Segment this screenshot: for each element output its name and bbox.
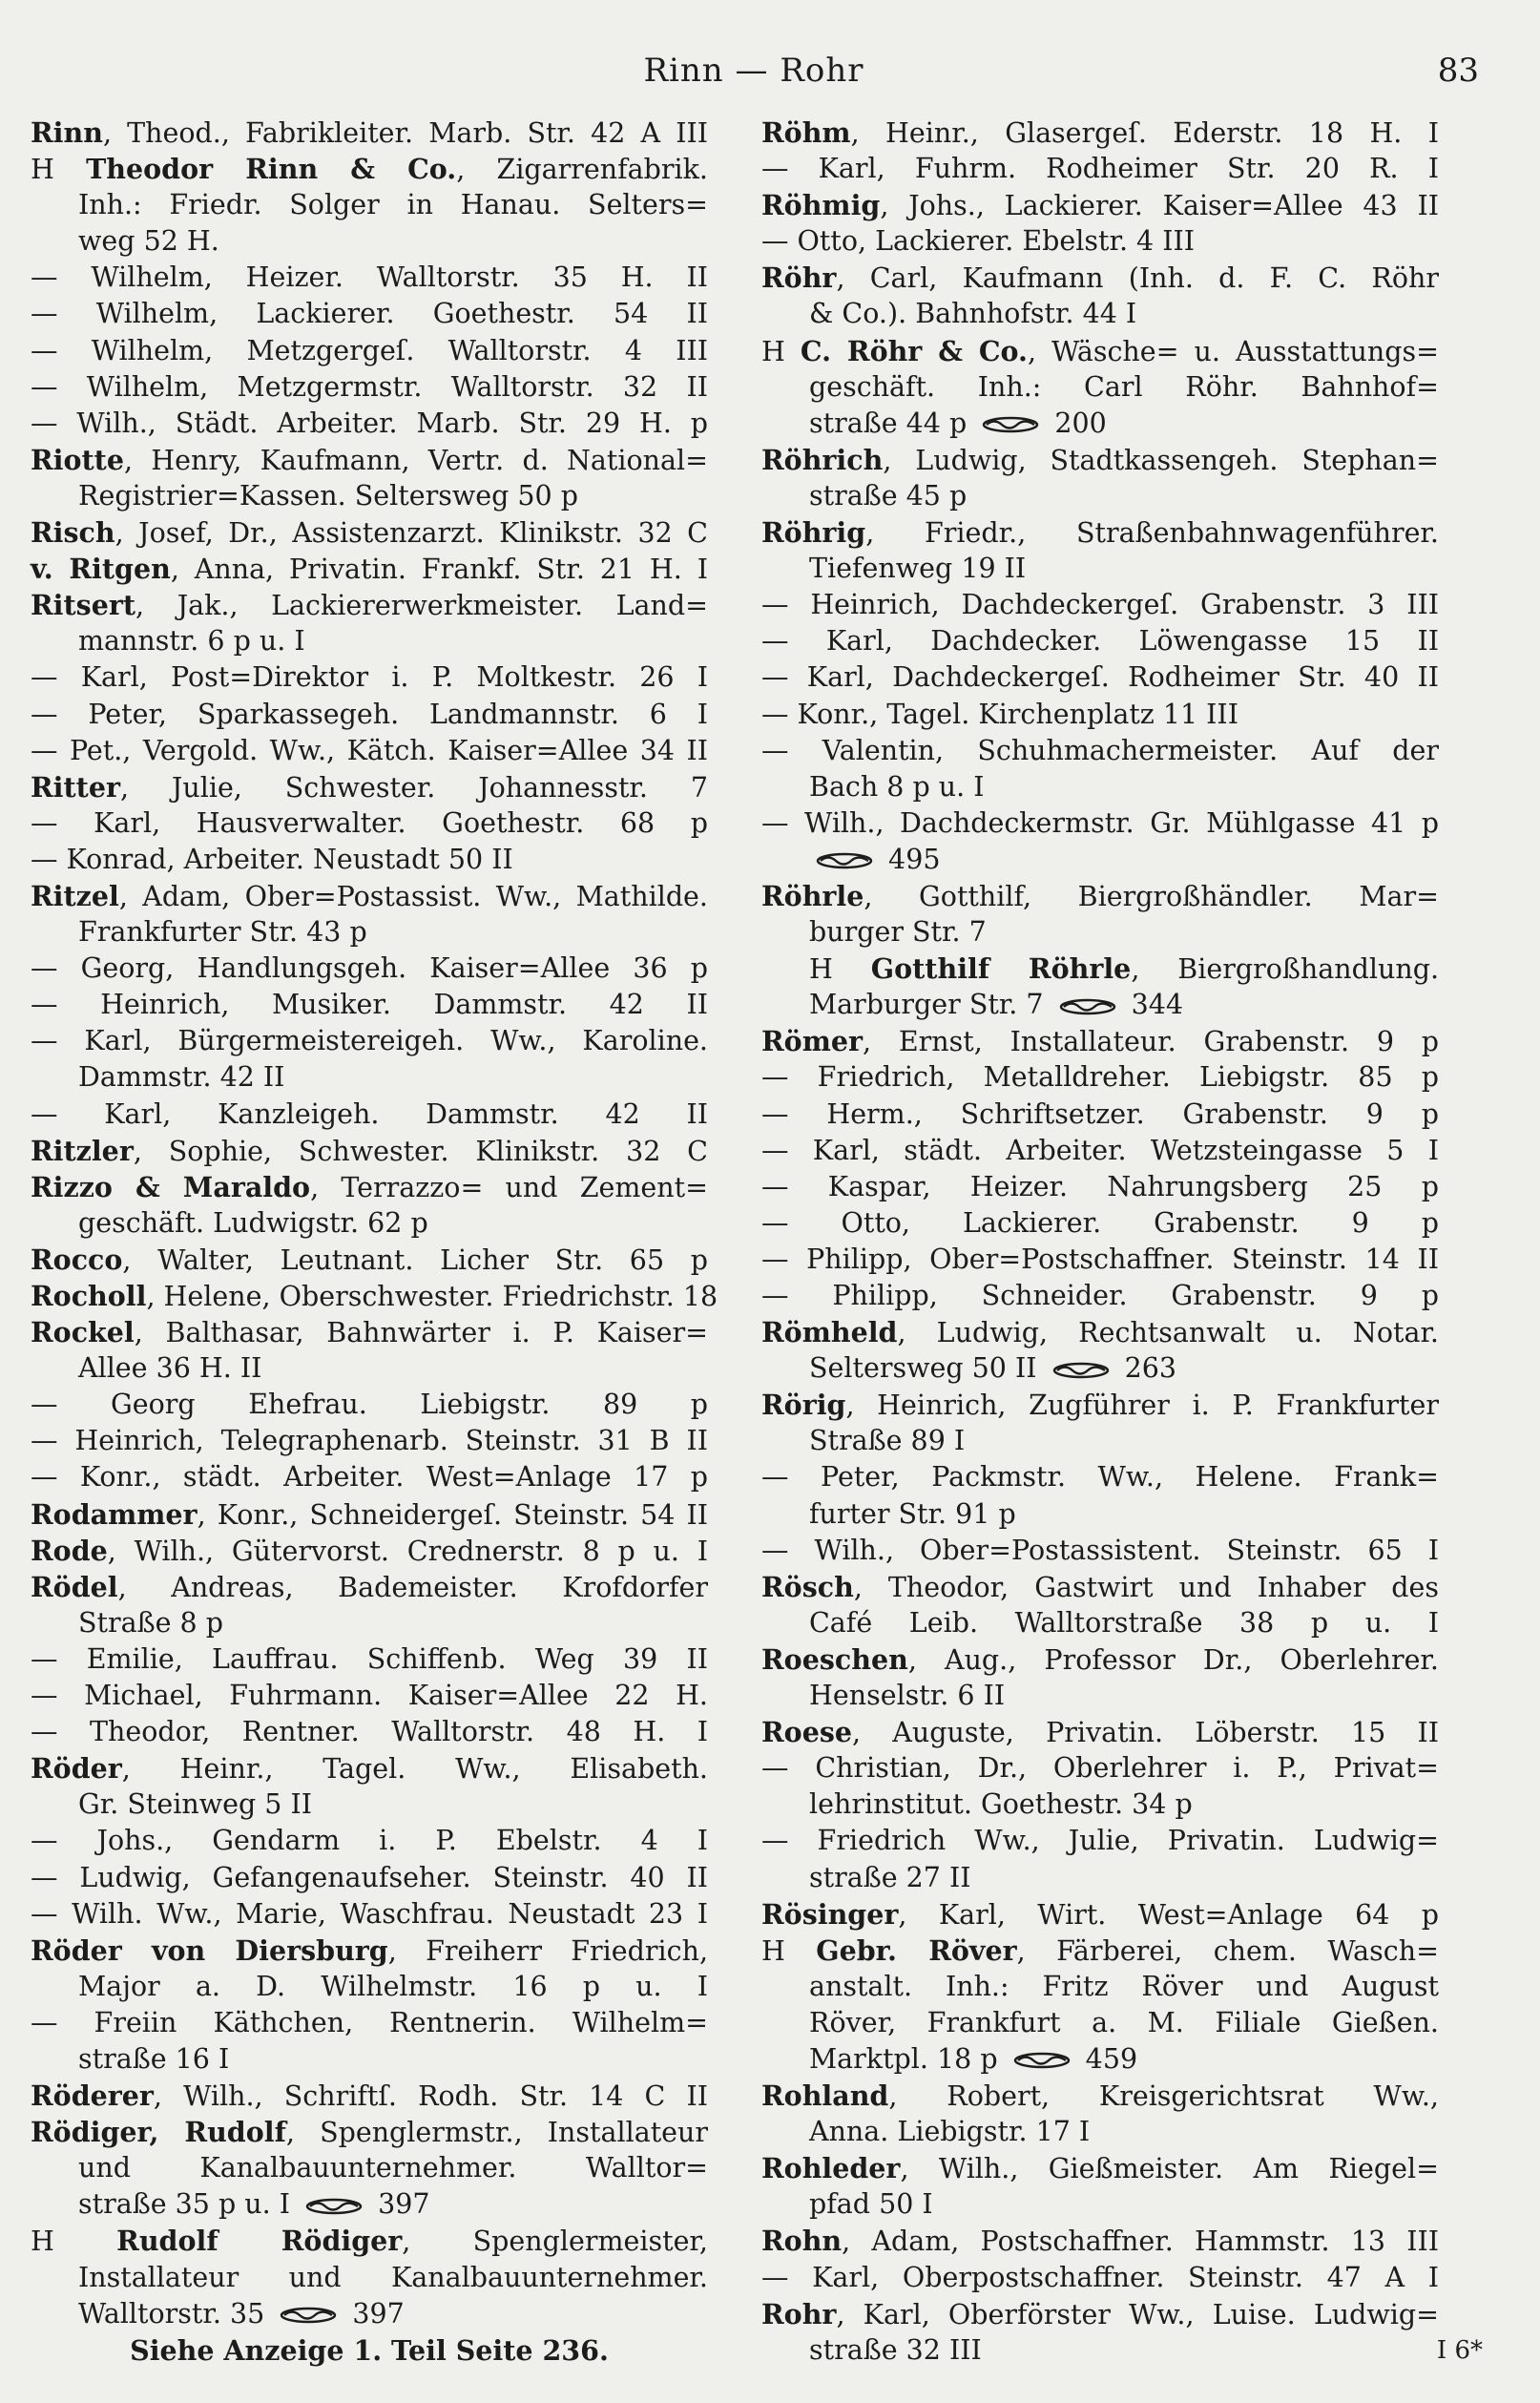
directory-entry-line: — Friedrich, Metalldreher. Liebigstr. 85 p: [761, 1061, 1439, 1094]
directory-entry-line: Straße 8 p: [78, 1606, 223, 1639]
directory-entry-line: — Wilhelm, Heizer. Walltorstr. 35 H. II: [31, 261, 708, 294]
directory-entry-line: H Theodor Rinn & Co., Zigarrenfabrik.: [31, 153, 708, 186]
directory-entry-line: — Karl, Dachdeckergeſ. Rodheimer Str. 40 II: [761, 661, 1439, 694]
directory-entry-line: geschäft. Ludwigstr. 62 p: [78, 1206, 428, 1239]
directory-entry-line: Risch, Josef, Dr., Assistenzarzt. Klinikstr. 32 C: [31, 516, 708, 550]
directory-entry-line: Marburger Str. 7 344: [809, 989, 1184, 1021]
directory-entry-line: — Wilh., Ober=Postassistent. Steinstr. 65 I: [761, 1534, 1439, 1566]
directory-entry-line: — Otto, Lackierer. Grabenstr. 9 p: [761, 1206, 1439, 1239]
directory-entry-line: — Wilh., Städt. Arbeiter. Marb. Str. 29 H. p: [31, 407, 708, 439]
directory-entry-line: Röhrich, Ludwig, Stadtkassengeh. Stephan=: [761, 443, 1439, 476]
directory-entry-line: — Wilh., Dachdeckermstr. Gr. Mühlgasse 41 p: [761, 806, 1439, 839]
directory-entry-line: — Konr., städt. Arbeiter. West=Anlage 17 p: [31, 1461, 708, 1494]
directory-entry-line: — Wilh. Ww., Marie, Waschfrau. Neustadt 23 I: [31, 1897, 708, 1930]
directory-entry-line: Röhmig, Johs., Lackierer. Kaiser=Allee 43 II: [761, 189, 1439, 222]
directory-entry-line: — Karl, Hausverwalter. Goethestr. 68 p: [31, 806, 708, 839]
directory-entry-line: Röhrig, Friedr., Straßenbahnwagenführer.: [761, 516, 1439, 550]
directory-entry-line: — Philipp, Ober=Postschaffner. Steinstr. 14 II: [761, 1243, 1439, 1275]
directory-entry-line: furter Str. 91 p: [809, 1497, 1016, 1530]
telephone-icon: [304, 2197, 364, 2216]
directory-entry-line: — Christian, Dr., Oberlehrer i. P., Privat=: [761, 1752, 1439, 1785]
directory-entry-line: und Kanalbauunternehmer. Walltor=: [78, 2152, 708, 2184]
directory-entry-line: — Emilie, Lauffrau. Schiffenb. Weg 39 II: [31, 1642, 708, 1675]
directory-entry-line: Römheld, Ludwig, Rechtsanwalt u. Notar.: [761, 1316, 1439, 1349]
directory-entry-line: Röhrle, Gotthilf, Biergroßhändler. Mar=: [761, 879, 1439, 912]
directory-entry-line: — Karl, Post=Direktor i. P. Moltkestr. 26 I: [31, 661, 708, 694]
directory-entry-line: Major a. D. Wilhelmstr. 16 p u. I: [78, 1970, 708, 2002]
telephone-icon: [815, 851, 874, 870]
right-column: [761, 115, 1439, 2369]
directory-entry-line: Ritzler, Sophie, Schwester. Klinikstr. 32 C: [31, 1134, 708, 1167]
directory-entry-line: — Georg Ehefrau. Liebigstr. 89 p: [31, 1389, 708, 1421]
directory-entry-line: Rohland, Robert, Kreisgerichtsrat Ww.,: [761, 2079, 1439, 2113]
directory-entry-line: Röhr, Carl, Kaufmann (Inh. d. F. C. Röhr: [761, 261, 1439, 295]
left-column: [31, 115, 718, 2369]
directory-entry-line: straße 44 p 200: [809, 407, 1107, 439]
directory-entry-line: Installateur und Kanalbauunternehmer.: [78, 2261, 708, 2293]
directory-entry-line: — Wilhelm, Metzgermstr. Walltorstr. 32 II: [31, 370, 708, 403]
directory-entry-line: Rösinger, Karl, Wirt. West=Anlage 64 p: [761, 1897, 1439, 1931]
directory-entry-line: Siehe Anzeige 1. Teil Seite 236.: [130, 2333, 609, 2367]
directory-entry-line: — Karl, Fuhrm. Rodheimer Str. 20 R. I: [761, 153, 1439, 185]
directory-entry-line: lehrinstitut. Goethestr. 34 p: [809, 1788, 1193, 1821]
directory-entry-line: Rohr, Karl, Oberförster Ww., Luise. Ludwig=: [761, 2297, 1439, 2330]
directory-entry-line: Marktpl. 18 p 459: [809, 2042, 1138, 2075]
directory-entry-line: Rohleder, Wilh., Gießmeister. Am Riegel=: [761, 2152, 1439, 2185]
directory-entry-line: — Karl, Oberpostschaffner. Steinstr. 47 A I: [761, 2261, 1439, 2293]
telephone-icon: [1012, 2051, 1072, 2070]
directory-entry-line: Rinn, Theod., Fabrikleiter. Marb. Str. 42 A III: [31, 116, 708, 149]
directory-entry-line: — Heinrich, Dachdeckergeſ. Grabenstr. 3 III: [761, 589, 1439, 621]
directory-entry-line: Frankfurter Str. 43 p: [78, 916, 367, 949]
directory-entry-line: Roeschen, Aug., Professor Dr., Oberlehrer.: [761, 1642, 1439, 1676]
directory-entry-line: Rödiger, Rudolf, Spenglermstr., Installateur: [31, 2116, 708, 2149]
directory-entry-line: — Friedrich Ww., Julie, Privatin. Ludwig=: [761, 1825, 1439, 1857]
directory-entry-line: — Karl, Dachdecker. Löwengasse 15 II: [761, 625, 1439, 658]
running-title: Rinn — Rohr: [643, 52, 864, 90]
directory-entry-line: geschäft. Inh.: Carl Röhr. Bahnhof=: [809, 370, 1439, 403]
directory-entry-line: — Ludwig, Gefangenaufseher. Steinstr. 40 II: [31, 1861, 708, 1893]
directory-entry-line: — Valentin, Schuhmachermeister. Auf der: [761, 734, 1439, 766]
directory-entry-line: mannstr. 6 p u. I: [78, 625, 305, 658]
directory-entry-line: Gr. Steinweg 5 II: [78, 1788, 312, 1821]
directory-entry-line: — Michael, Fuhrmann. Kaiser=Allee 22 H.: [31, 1680, 708, 1712]
directory-entry-line: — Heinrich, Telegraphenarb. Steinstr. 31 B II: [31, 1425, 708, 1457]
directory-entry-line: — Herm., Schriftsetzer. Grabenstr. 9 p: [761, 1097, 1439, 1130]
page-number: 83: [1437, 52, 1479, 90]
directory-entry-line: Rodammer, Konr., Schneidergeſ. Steinstr. 54 II: [31, 1497, 708, 1531]
directory-entry-line: Ritsert, Jak., Lackiererwerkmeister. Land=: [31, 589, 708, 622]
directory-entry-line: weg 52 H.: [78, 225, 219, 258]
directory-entry-line: straße 35 p u. I 397: [78, 2188, 430, 2221]
directory-entry-line: — Heinrich, Musiker. Dammstr. 42 II: [31, 989, 708, 1021]
directory-entry-line: Ritter, Julie, Schwester. Johannesstr. 7: [31, 770, 708, 804]
directory-entry-line: Rocholl, Helene, Oberschwester. Friedrichstr. 18: [31, 1280, 718, 1312]
directory-entry-line: Inh.: Friedr. Solger in Hanau. Selters=: [78, 189, 708, 221]
directory-entry-line: Café Leib. Walltorstraße 38 p u. I: [809, 1606, 1439, 1639]
directory-entry-line: Röder, Heinr., Tagel. Ww., Elisabeth.: [31, 1752, 708, 1786]
telephone-icon: [1058, 997, 1117, 1016]
directory-entry-line: — Konr., Tagel. Kirchenplatz 11 III: [761, 698, 1238, 730]
directory-entry-line: anstalt. Inh.: Fritz Röver und August: [809, 1970, 1439, 2002]
directory-entry-line: Ritzel, Adam, Ober=Postassist. Ww., Mathilde.: [31, 879, 708, 912]
directory-entry-line: — Karl, städt. Arbeiter. Wetzsteingasse 5 I: [761, 1134, 1439, 1166]
directory-entry-line: Allee 36 H. II: [78, 1352, 262, 1385]
directory-entry-line: Röver, Frankfurt a. M. Filiale Gießen.: [809, 2006, 1439, 2038]
telephone-icon: [1051, 1361, 1111, 1380]
telephone-icon: [279, 2306, 338, 2325]
directory-entry-line: — Pet., Vergold. Ww., Kätch. Kaiser=Allee 34 II: [31, 734, 708, 766]
directory-entry-line: Röhm, Heinr., Glasergeſ. Ederstr. 18 H. I: [761, 116, 1439, 149]
directory-entry-line: Rizzo & Maraldo, Terrazzo= und Zement=: [31, 1170, 708, 1203]
directory-entry-line: Straße 89 I: [809, 1425, 966, 1457]
directory-entry-line: Rocco, Walter, Leutnant. Licher Str. 65 p: [31, 1243, 708, 1276]
directory-entry-line: Rohn, Adam, Postschaffner. Hammstr. 13 III: [761, 2225, 1439, 2258]
directory-entry-line: Walltorstr. 35 397: [78, 2297, 405, 2330]
directory-entry-line: — Wilhelm, Metzgergeſ. Walltorstr. 4 III: [31, 334, 708, 366]
directory-entry-line: — Freiin Käthchen, Rentnerin. Wilhelm=: [31, 2006, 708, 2038]
directory-entry-line: — Peter, Packmstr. Ww., Helene. Frank=: [761, 1461, 1439, 1494]
directory-entry-line: H C. Röhr & Co., Wäsche= u. Ausstattungs=: [761, 334, 1439, 367]
directory-entry-line: straße 27 II: [809, 1861, 971, 1893]
directory-entry-line: — Peter, Sparkassegeh. Landmannstr. 6 I: [31, 698, 708, 730]
directory-entry-line: Rörig, Heinrich, Zugführer i. P. Frankfurter: [761, 1389, 1439, 1422]
directory-entry-line: straße 32 III: [809, 2333, 982, 2366]
directory-entry-line: Tiefenweg 19 II: [809, 553, 1027, 585]
directory-entry-line: Seltersweg 50 II 263: [809, 1352, 1177, 1385]
directory-entry-line: Römer, Ernst, Installateur. Grabenstr. 9 p: [761, 1025, 1439, 1058]
directory-entry-line: burger Str. 7: [809, 916, 987, 949]
directory-entry-line: straße 45 p: [809, 479, 968, 512]
directory-entry-line: Rockel, Balthasar, Bahnwärter i. P. Kaiser=: [31, 1316, 708, 1349]
directory-entry-line: Registrier=Kassen. Seltersweg 50 p: [78, 479, 578, 512]
signature-mark: I 6*: [1436, 2336, 1483, 2365]
directory-entry-line: H Rudolf Rödiger, Spenglermeister,: [31, 2225, 708, 2258]
directory-entry-line: Henselstr. 6 II: [809, 1680, 1006, 1712]
directory-entry-line: — Wilhelm, Lackierer. Goethestr. 54 II: [31, 298, 708, 330]
directory-entry-line: — Johs., Gendarm i. P. Ebelstr. 4 I: [31, 1825, 708, 1857]
directory-entry-line: — Theodor, Rentner. Walltorstr. 48 H. I: [31, 1716, 708, 1748]
directory-entry-line: Rödel, Andreas, Bademeister. Krofdorfer: [31, 1570, 708, 1603]
directory-entry-line: Röderer, Wilh., Schriftſ. Rodh. Str. 14 C II: [31, 2079, 708, 2113]
directory-entry-line: Röder von Diersburg, Freiherr Friedrich,: [31, 1933, 708, 1967]
directory-entry-line: straße 16 I: [78, 2042, 230, 2075]
directory-entry-line: — Georg, Handlungsgeh. Kaiser=Allee 36 p: [31, 952, 708, 985]
directory-entry-line: Rösch, Theodor, Gastwirt und Inhaber des: [761, 1570, 1439, 1603]
directory-entry-line: Riotte, Henry, Kaufmann, Vertr. d. National=: [31, 443, 708, 476]
directory-entry-line: — Karl, Kanzleigeh. Dammstr. 42 II: [31, 1097, 708, 1130]
directory-entry-line: — Philipp, Schneider. Grabenstr. 9 p: [761, 1280, 1439, 1311]
directory-entry-line: — Otto, Lackierer. Ebelstr. 4 III: [761, 225, 1196, 258]
directory-entry-line: Bach 8 p u. I: [809, 770, 985, 803]
directory-entry-line: — Kaspar, Heizer. Nahrungsberg 25 p: [761, 1170, 1439, 1202]
directory-entry-line: v. Ritgen, Anna, Privatin. Frankf. Str. 21 H. I: [31, 553, 708, 586]
directory-entry-line: Anna. Liebigstr. 17 I: [809, 2116, 1091, 2148]
directory-entry-line: & Co.). Bahnhofstr. 44 I: [809, 298, 1137, 330]
page-header: [29, 48, 1479, 97]
directory-entry-line: pfad 50 I: [809, 2188, 933, 2221]
telephone-icon: [981, 415, 1040, 434]
directory-entry-line: Rode, Wilh., Gütervorst. Crednerstr. 8 p u. I: [31, 1534, 708, 1567]
directory-entry-line: Roese, Auguste, Privatin. Löberstr. 15 II: [761, 1716, 1439, 1749]
directory-entry-line: — Karl, Bürgermeistereigeh. Ww., Karoline.: [31, 1025, 708, 1057]
directory-entry-line: — Konrad, Arbeiter. Neustadt 50 II: [31, 843, 513, 875]
directory-entry-line: 495: [761, 842, 1439, 878]
directory-entry-line: H Gotthilf Röhrle, Biergroßhandlung.: [809, 952, 1439, 986]
directory-entry-line: H Gebr. Röver, Färberei, chem. Wasch=: [761, 1933, 1439, 1967]
directory-entry-line: Dammstr. 42 II: [78, 1061, 285, 1094]
